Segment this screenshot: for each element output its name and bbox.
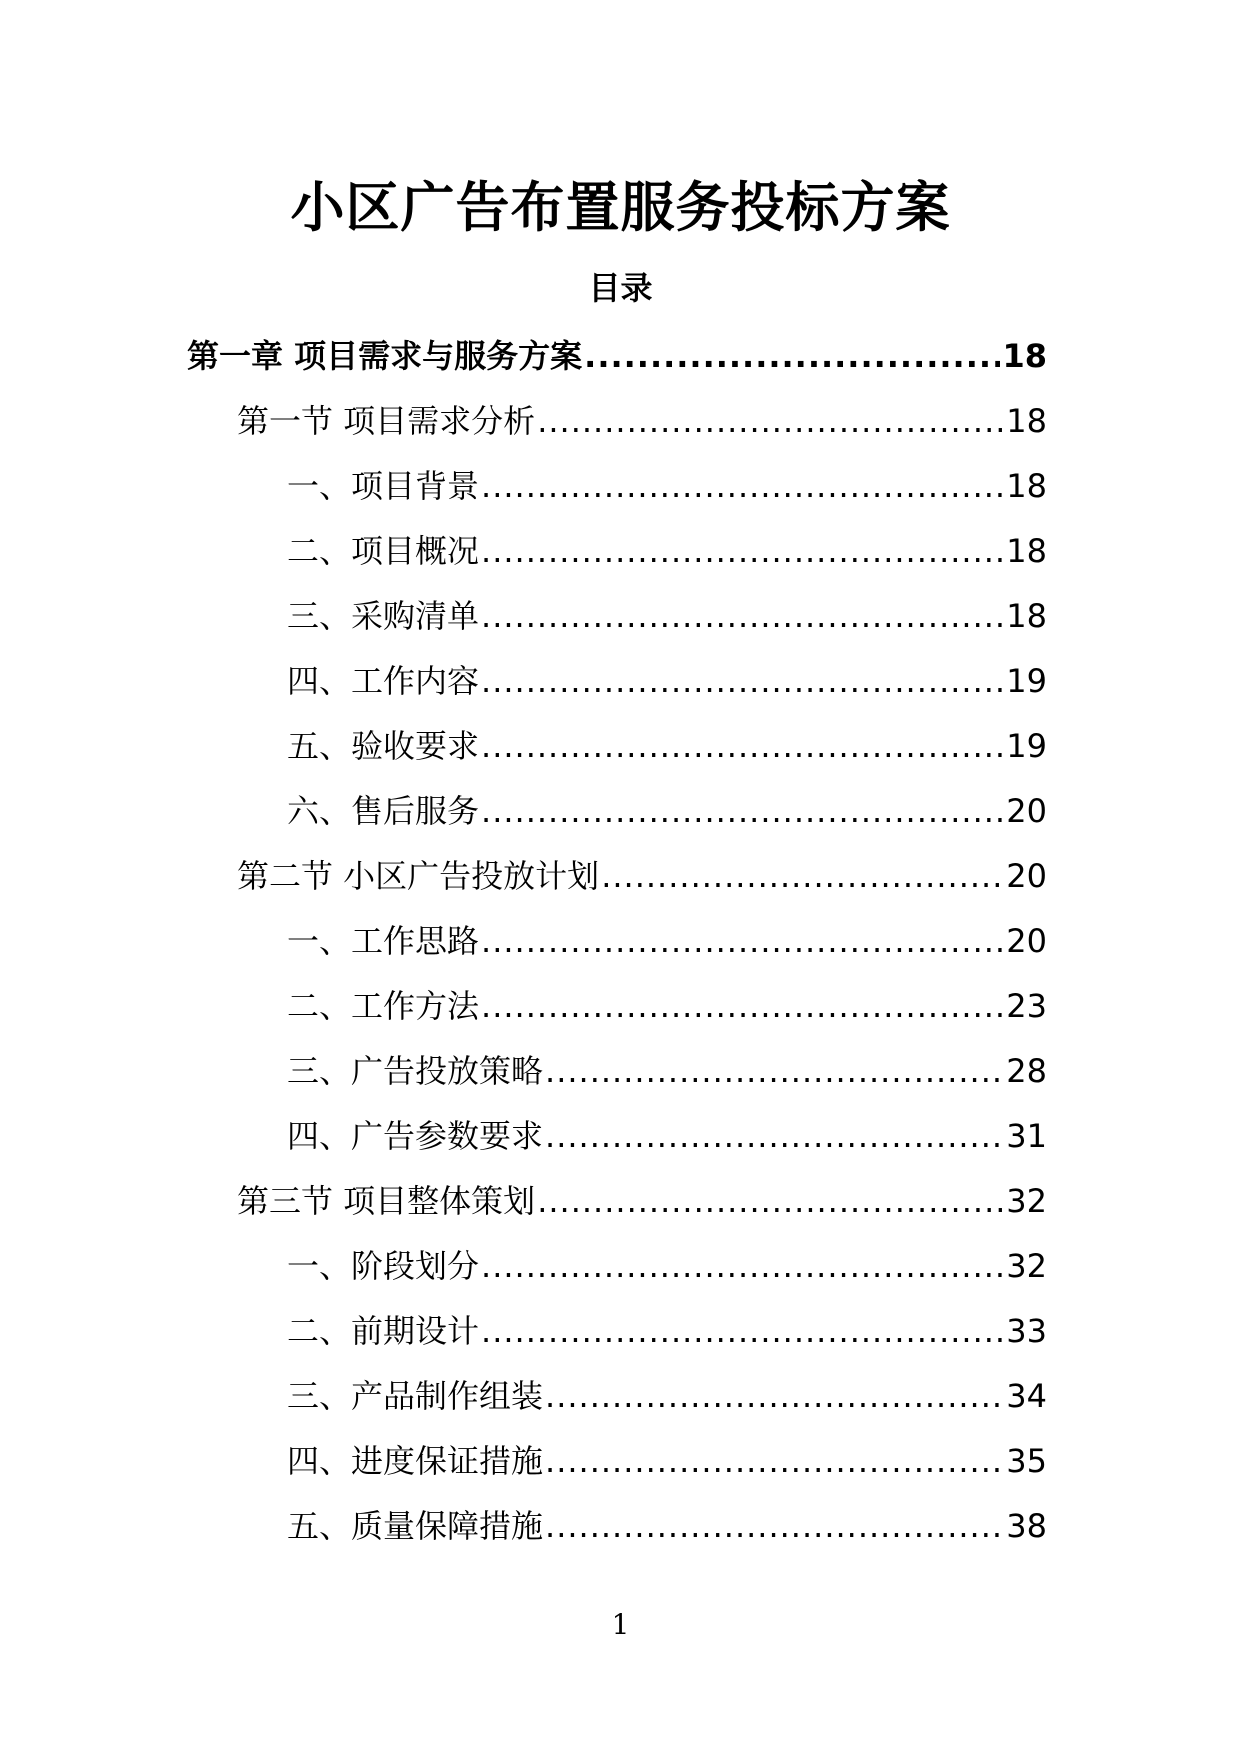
toc-entry[interactable] [0,1429,1241,1494]
toc-entry-label: 一、项目背景 [287,467,480,505]
toc-leader-dots [601,844,1004,909]
toc-entry[interactable] [0,909,1241,974]
toc-entry-label: 五、验收要求 [287,727,480,765]
toc-leader-dots [481,1299,1004,1364]
toc-leader-dots [481,714,1004,779]
toc-entry-page: 18 [1006,402,1047,440]
toc-entry-label: 第一节 项目需求分析 [237,402,536,440]
toc-leader-dots [545,1104,1004,1169]
toc-entry-page: 20 [1006,792,1047,830]
toc-leader-dots [481,649,1004,714]
toc-entry-label: 三、采购清单 [287,597,480,635]
toc-leader-dots [481,974,1004,1039]
toc-entry-page: 23 [1006,987,1047,1025]
toc-leader-dots [537,1169,1004,1234]
toc-leader-dots [545,1364,1004,1429]
toc-entry-label: 第二节 小区广告投放计划 [237,857,600,895]
toc-leader-dots [545,1429,1004,1494]
toc-entry-page: 38 [1006,1507,1047,1545]
toc-entry-page: 32 [1006,1247,1047,1285]
toc-entry-label: 三、广告投放策略 [287,1052,544,1090]
table-of-contents [0,324,1241,1559]
toc-entry[interactable] [0,1104,1241,1169]
toc-entry-page: 18 [1006,597,1047,635]
toc-entry[interactable] [0,1364,1241,1429]
toc-entry-page: 20 [1006,857,1047,895]
toc-entry[interactable] [0,1039,1241,1104]
toc-entry-page: 34 [1006,1377,1047,1415]
toc-entry[interactable] [0,1299,1241,1364]
toc-entry[interactable] [0,1234,1241,1299]
toc-entry-page: 32 [1006,1182,1047,1220]
toc-entry[interactable] [0,584,1241,649]
toc-entry-page: 19 [1006,662,1047,700]
toc-entry-label: 四、进度保证措施 [287,1442,544,1480]
toc-entry-page: 19 [1006,727,1047,765]
toc-entry-label: 四、工作内容 [287,662,480,700]
toc-leader-dots [481,454,1004,519]
toc-entry-label: 二、前期设计 [287,1312,480,1350]
toc-leader-dots [481,779,1004,844]
page-number: 1 [611,1608,630,1641]
toc-entry-label: 二、项目概况 [287,532,480,570]
toc-entry-label: 六、售后服务 [287,792,480,830]
toc-entry-page: 18 [1002,337,1047,375]
toc-leader-dots [584,324,1000,389]
toc-entry[interactable] [0,1494,1241,1559]
toc-entry-page: 33 [1006,1312,1047,1350]
toc-leader-dots [481,1234,1004,1299]
toc-entry-page: 31 [1006,1117,1047,1155]
toc-leader-dots [481,909,1004,974]
toc-entry-page: 35 [1006,1442,1047,1480]
toc-entry[interactable] [0,974,1241,1039]
toc-entry-page: 18 [1006,467,1047,505]
toc-entry-label: 四、广告参数要求 [287,1117,544,1155]
toc-entry[interactable] [0,844,1241,909]
toc-entry-label: 一、阶段划分 [287,1247,480,1285]
toc-entry-label: 三、产品制作组装 [287,1377,544,1415]
toc-entry-page: 28 [1006,1052,1047,1090]
toc-entry[interactable] [0,779,1241,844]
toc-heading: 目录 [588,269,653,307]
toc-entry-page: 20 [1006,922,1047,960]
toc-leader-dots [537,389,1004,454]
toc-entry-label: 第一章 项目需求与服务方案 [187,337,583,375]
document-title: 小区广告布置服务投标方案 [290,176,951,239]
toc-entry-page: 18 [1006,532,1047,570]
toc-entry[interactable] [0,519,1241,584]
toc-entry[interactable] [0,454,1241,519]
toc-leader-dots [481,519,1004,584]
toc-entry-label: 五、质量保障措施 [287,1507,544,1545]
toc-leader-dots [481,584,1004,649]
toc-entry-label: 一、工作思路 [287,922,480,960]
toc-entry[interactable] [0,1169,1241,1234]
toc-entry[interactable] [0,324,1241,389]
toc-entry-label: 第三节 项目整体策划 [237,1182,536,1220]
toc-entry[interactable] [0,714,1241,779]
toc-leader-dots [545,1039,1004,1104]
toc-entry[interactable] [0,389,1241,454]
toc-entry[interactable] [0,649,1241,714]
toc-entry-label: 二、工作方法 [287,987,480,1025]
toc-leader-dots [545,1494,1004,1559]
